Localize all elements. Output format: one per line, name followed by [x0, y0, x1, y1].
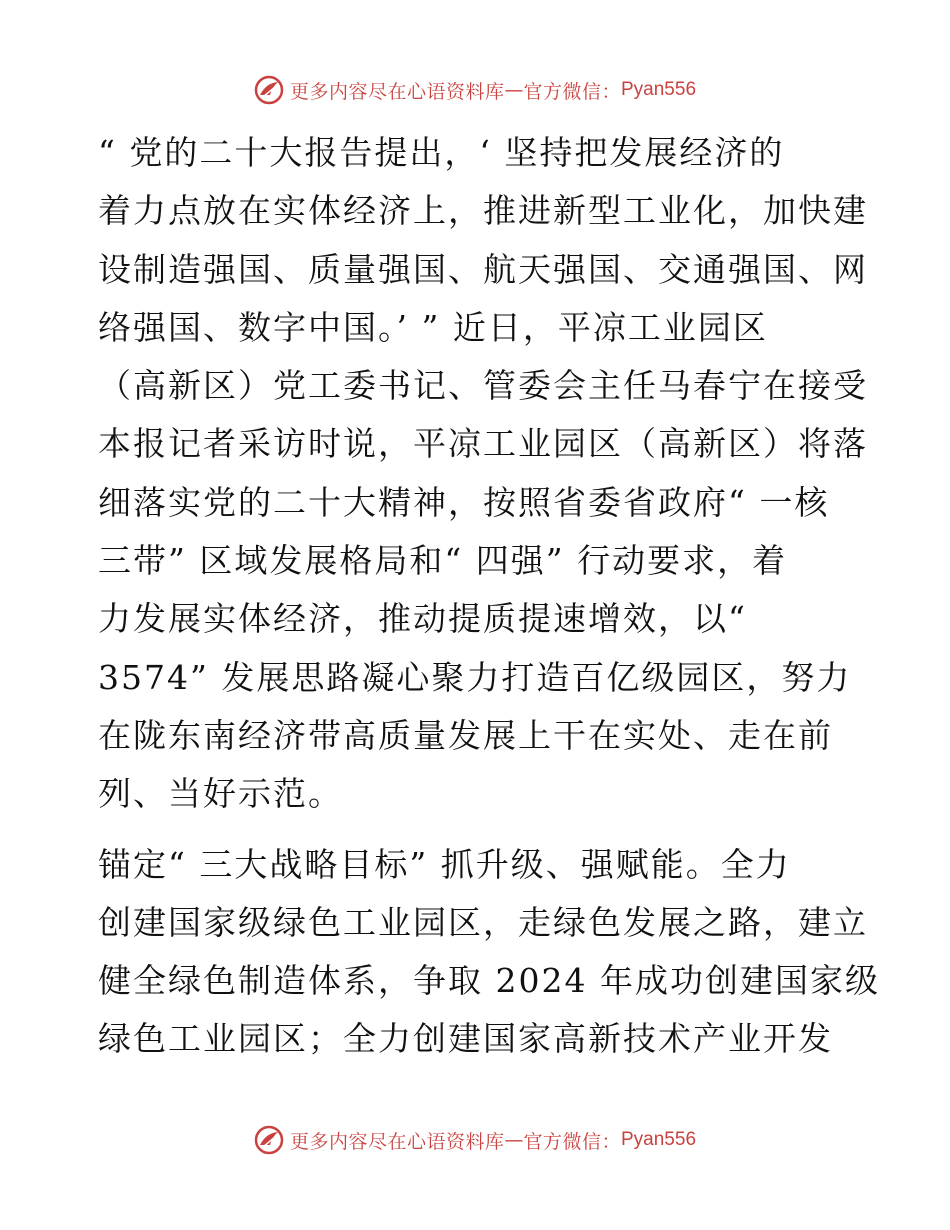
brand-logo-icon	[254, 1125, 284, 1155]
brand-logo-icon	[254, 75, 284, 105]
document-body	[98, 124, 880, 1069]
text-line: 细落实党的二十大精神，按照省委省政府“ 一核	[98, 482, 830, 522]
text-line: 三带” 区域发展格局和“ 四强” 行动要求，着	[98, 541, 788, 581]
watermark-brand-text: 更多内容尽在心语资料库	[289, 80, 505, 103]
watermark-separator: —	[504, 1129, 524, 1151]
text-line: 创建国家级绿色工业园区，走绿色发展之路，建立	[98, 902, 868, 942]
text-line: 设制造强国、质量强国、航天强国、交通强国、网	[98, 249, 868, 289]
watermark-label: 官方微信：	[523, 1130, 621, 1153]
watermark-label: 官方微信：	[523, 80, 621, 103]
text-line: 3574” 发展思路凝心聚力打造百亿级园区，努力	[98, 657, 852, 697]
text-line: 锚定“ 三大战略目标” 抓升级、强赋能。全力	[98, 844, 791, 884]
text-line: “ 党的二十大报告提出，‘ 坚持把发展经济的	[98, 133, 785, 172]
watermark-wechat-id: Pyan556	[621, 79, 697, 100]
watermark-brand-text: 更多内容尽在心语资料库	[289, 1130, 505, 1153]
text-line: （高新区）党工委书记、管委会主任马春宁在接受	[98, 366, 868, 406]
watermark-wechat-id: Pyan556	[621, 1129, 697, 1150]
text-line: 在陇东南经济带高质量发展上干在实处、走在前	[98, 715, 833, 755]
text-line: 络强国、数字中国。’ ” 近日，平凉工业园区	[98, 307, 768, 347]
watermark-separator: —	[504, 79, 524, 101]
text-line: 着力点放在实体经济上，推进新型工业化，加快建	[98, 191, 868, 231]
text-line: 本报记者采访时说，平凉工业园区（高新区）将落	[98, 424, 868, 464]
paragraph	[98, 836, 880, 1069]
text-line: 绿色工业园区；全力创建国家高新技术产业开发	[98, 1019, 833, 1059]
text-line: 力发展实体经济，推动提质提速增效，以“	[98, 599, 747, 639]
footer-watermark	[0, 1120, 950, 1160]
header-watermark	[0, 70, 950, 110]
paragraph	[98, 124, 868, 824]
text-line: 列、当好示范。	[98, 774, 343, 814]
text-line: 健全绿色制造体系，争取 2024 年成功创建国家级	[98, 961, 880, 1001]
